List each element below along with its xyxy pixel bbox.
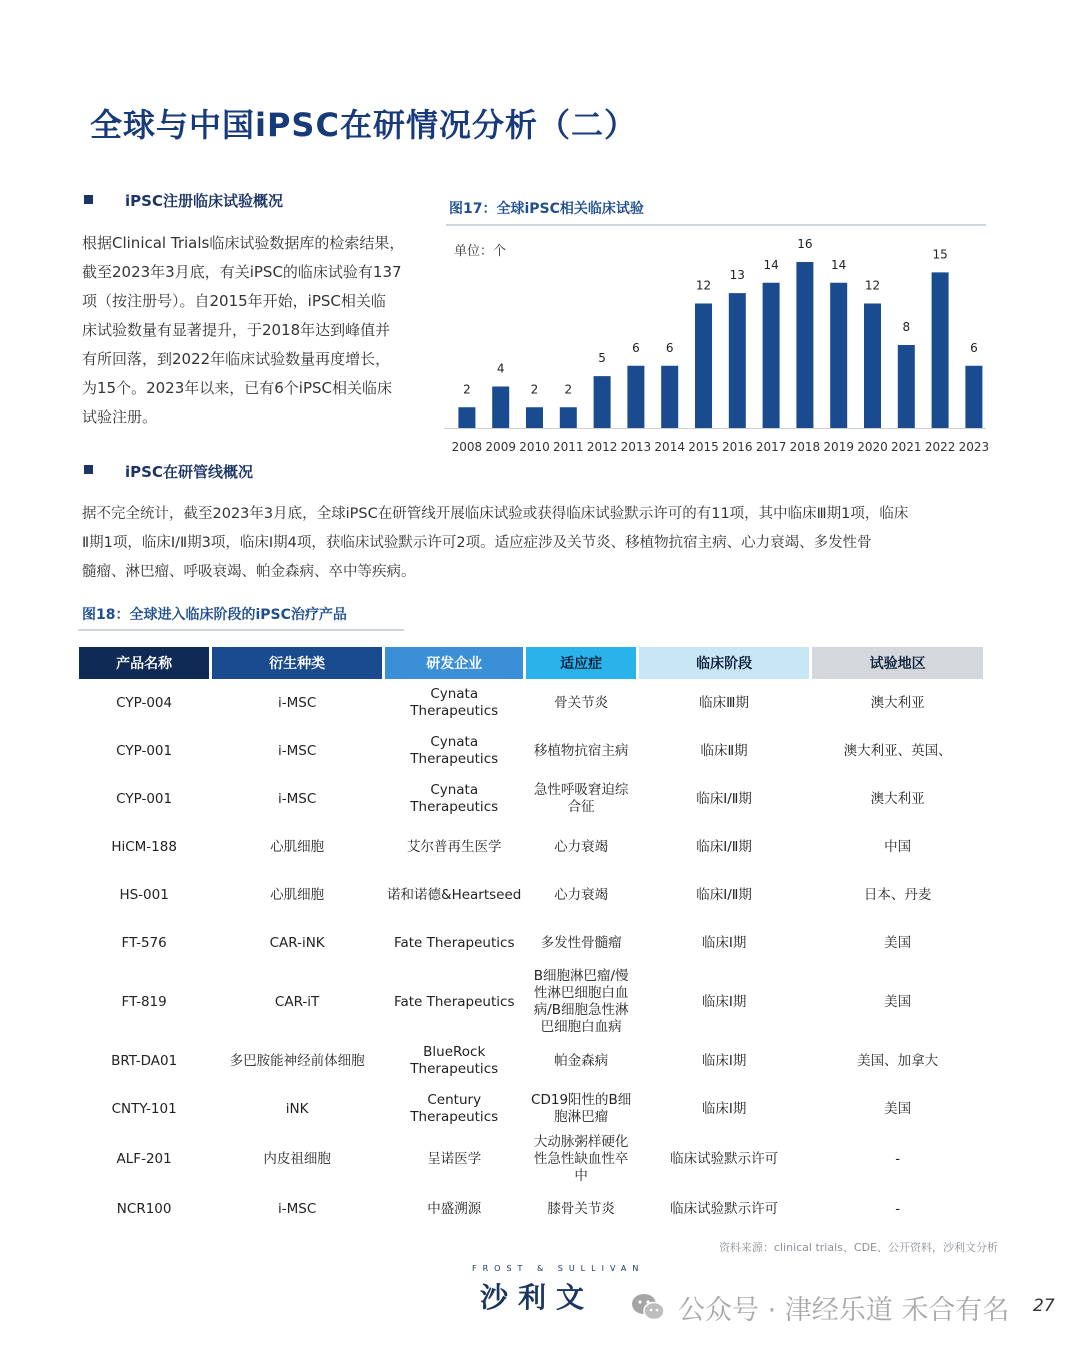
table-row — [79, 679, 983, 727]
table-cell: 日本、丹麦 — [863, 886, 932, 903]
data-label-2008: 2 — [463, 382, 471, 397]
data-label-2011: 2 — [564, 382, 573, 397]
tick-label-2014: 2014 — [654, 440, 685, 454]
tick-label-2021: 2021 — [891, 440, 922, 454]
paragraph-line: 根据Clinical Trials临床试验数据库的检索结果， — [82, 234, 405, 252]
bar-2016 — [729, 293, 746, 428]
logo: 沙利文 — [480, 1281, 595, 1314]
bar-chart — [440, 230, 990, 465]
data-label-2019: 14 — [831, 257, 847, 272]
data-label-2010: 2 — [530, 382, 539, 397]
tick-label-2018: 2018 — [789, 440, 821, 454]
section-bullet — [84, 465, 93, 474]
table-cell: 心肌细胞 — [270, 886, 325, 903]
section-bullet — [84, 195, 93, 204]
bar-2010 — [526, 407, 543, 428]
paragraph-line: 项（按注册号）。自2015年开始，iPSC相关临 — [82, 292, 386, 310]
tick-label-2022: 2022 — [924, 440, 956, 454]
table-cell: Fate Therapeutics — [393, 993, 515, 1010]
data-label-2009: 4 — [496, 361, 505, 376]
products-table — [76, 647, 986, 1233]
table-cell: Cynata Therapeutics — [410, 734, 499, 767]
bar-2020 — [864, 304, 881, 429]
paragraph-line: 据不完全统计，截至2023年3月底，全球iPSC在研管线开展临床试验或获得临床试验默示许可的有11项，其中临床Ⅲ期1项，临床 — [82, 506, 909, 522]
paragraph-line: 为15个。2023年以来，已有6个iPSC相关临床 — [82, 379, 393, 397]
table-cell: NCR100 — [116, 1200, 172, 1217]
table-cell: BRT-DA01 — [111, 1052, 178, 1069]
table-cell: 美国 — [884, 993, 912, 1010]
table-cell: 临床Ⅰ期 — [701, 993, 747, 1010]
bar-2021 — [898, 345, 915, 428]
table-cell: CNTY-101 — [111, 1100, 177, 1117]
page-number: 27 — [1033, 1296, 1055, 1316]
bar-2013 — [627, 366, 644, 428]
table-cell: CAR-iNK — [269, 934, 325, 951]
table-cell: 临床Ⅱ期 — [700, 742, 748, 759]
tick-label-2012: 2012 — [586, 440, 618, 454]
bar-2009 — [492, 387, 509, 429]
column-header: 衍生种类 — [212, 647, 382, 679]
table-cell: i-MSC — [277, 790, 317, 807]
column-header: 产品名称 — [79, 647, 209, 679]
table-cell: Cynata Therapeutics — [410, 686, 499, 719]
table-cell: 澳大利亚、英国、 — [843, 742, 952, 759]
bar-2018 — [796, 262, 813, 428]
table-cell: iNK — [285, 1100, 309, 1117]
bar-2008 — [458, 407, 475, 428]
table-cell: 骨关节炎 — [554, 694, 609, 711]
section1-paragraph — [82, 229, 427, 432]
data-label-2015: 12 — [695, 278, 712, 293]
table-row — [79, 1085, 983, 1133]
page-title: 全球与中国iPSC在研情况分析（二） — [90, 106, 637, 144]
tick-label-2008: 2008 — [451, 440, 483, 454]
bar-2019 — [830, 283, 847, 428]
table-cell: CD19阳性的B细胞淋巴瘤 — [531, 1092, 632, 1125]
bar-2023 — [965, 366, 982, 428]
table-cell: 急性呼吸窘迫综合征 — [533, 782, 629, 815]
table-cell: 心力衰竭 — [554, 886, 609, 903]
table-cell: 临床Ⅰ期 — [701, 1100, 747, 1117]
paragraph-line: 有所回落，到2022年临床试验数量再度增长， — [82, 350, 391, 368]
data-label-2017: 14 — [763, 257, 779, 272]
section2-paragraph — [82, 500, 1012, 587]
table-cell: 美国 — [884, 1100, 912, 1117]
data-label-2018: 16 — [797, 237, 813, 251]
bar-2022 — [932, 272, 949, 428]
tick-label-2019: 2019 — [823, 440, 854, 454]
tick-label-2015: 2015 — [688, 440, 719, 454]
data-label-2020: 12 — [864, 278, 881, 293]
chart-unit-label: 单位：个 — [454, 244, 507, 259]
paragraph-line: 床试验数量有显著提升，于2018年达到峰值并 — [82, 321, 391, 339]
column-header: 适应症 — [526, 647, 635, 679]
wechat-icon — [630, 1292, 666, 1322]
figure17-rule — [446, 224, 986, 226]
table-cell: ALF-201 — [116, 1150, 172, 1167]
table-row — [79, 871, 983, 919]
table-cell: 临床试验默示许可 — [670, 1200, 779, 1217]
table-cell: i-MSC — [277, 742, 317, 759]
tick-label-2016: 2016 — [722, 440, 753, 454]
table-cell: CYP-004 — [116, 694, 173, 711]
table-cell: CAR-iT — [274, 993, 320, 1010]
tick-label-2017: 2017 — [755, 440, 787, 454]
table-cell: 呈诺医学 — [427, 1150, 482, 1167]
paragraph-line: 髓瘤、淋巴瘤、呼吸衰竭、帕金森病、卒中等疾病。 — [82, 564, 416, 580]
table-row — [79, 1037, 983, 1085]
table-cell: Cynata Therapeutics — [410, 782, 499, 815]
column-header: 临床阶段 — [639, 647, 809, 679]
paragraph-line: Ⅱ期1项，临床Ⅰ/Ⅱ期3项，临床Ⅰ期4项，获临床试验默示许可2项。适应症涉及关节炎、移植物抗宿主病、心力衰竭、多发性骨 — [82, 535, 872, 551]
column-header: 试验地区 — [812, 647, 983, 679]
figure18-rule — [78, 629, 404, 631]
table-cell: 大动脉粥样硬化性急性缺血性卒中 — [533, 1133, 629, 1184]
table-cell: 临床Ⅰ/Ⅱ期 — [696, 886, 752, 903]
table-cell: 多发性骨髓瘤 — [540, 934, 622, 951]
bar-2012 — [594, 376, 611, 428]
data-label-2013: 6 — [632, 340, 640, 355]
table-cell: 临床Ⅰ/Ⅱ期 — [696, 790, 752, 807]
table-cell: - — [895, 1150, 901, 1167]
data-label-2012: 5 — [598, 351, 606, 366]
figure17-title: 图17：全球iPSC相关临床试验 — [449, 201, 644, 217]
table-body — [79, 679, 983, 1233]
tick-label-2020: 2020 — [857, 440, 888, 454]
table-cell: 中国 — [884, 838, 912, 855]
data-label-2022: 15 — [932, 247, 948, 262]
column-header: 研发企业 — [385, 647, 524, 679]
table-cell: 移植物抗宿主病 — [533, 742, 629, 759]
bar-2011 — [560, 407, 577, 428]
table-cell: 内皮祖细胞 — [263, 1150, 331, 1167]
table-cell: 临床Ⅲ期 — [699, 694, 749, 711]
logo-subtitle: FROST & SULLIVAN — [472, 1264, 645, 1273]
section2-heading: iPSC在研管线概况 — [125, 463, 253, 481]
table-cell: FT-576 — [121, 934, 167, 951]
data-label-2014: 6 — [665, 340, 674, 355]
bar-2015 — [695, 304, 712, 429]
table-cell: 澳大利亚 — [870, 694, 925, 711]
table-row — [79, 919, 983, 967]
table-cell: 中盛溯源 — [427, 1200, 482, 1217]
table-cell: HiCM-188 — [111, 838, 177, 855]
table-cell: B细胞淋巴瘤/慢性淋巴细胞白血病/B细胞急性淋巴细胞白血病 — [533, 968, 629, 1035]
table-cell: 诺和诺德&Heartseed — [387, 886, 522, 903]
table-cell: Century Therapeutics — [410, 1092, 499, 1125]
table-row — [79, 1133, 983, 1185]
table-cell: 临床Ⅰ期 — [701, 1052, 747, 1069]
table-cell: i-MSC — [277, 1200, 317, 1217]
figure18-title: 图18：全球进入临床阶段的iPSC治疗产品 — [82, 607, 347, 623]
table-cell: BlueRock Therapeutics — [410, 1044, 499, 1077]
table-cell: 多巴胺能神经前体细胞 — [229, 1052, 365, 1069]
table-cell: CYP-001 — [116, 742, 173, 759]
bar-2014 — [661, 366, 678, 428]
table-cell: i-MSC — [277, 694, 317, 711]
table-cell: 美国 — [884, 934, 912, 951]
source-note: 资料来源：clinical trials、CDE、公开资料，沙利文分析 — [718, 1241, 998, 1254]
table-cell: 帕金森病 — [554, 1052, 609, 1069]
data-label-2023: 6 — [970, 340, 978, 355]
table-row — [79, 967, 983, 1037]
watermark: 公众号 · 津经乐道 禾合有名 — [678, 1295, 1010, 1326]
table-cell: 心力衰竭 — [554, 838, 609, 855]
table-cell: 澳大利亚 — [870, 790, 925, 807]
table-cell: 临床Ⅰ/Ⅱ期 — [696, 838, 752, 855]
paragraph-line: 试验注册。 — [82, 408, 158, 426]
tick-label-2009: 2009 — [485, 440, 516, 454]
table-cell: 膝骨关节炎 — [547, 1200, 615, 1217]
table-cell: HS-001 — [119, 886, 169, 903]
paragraph-line: 截至2023年3月底，有关iPSC的临床试验有137 — [82, 263, 402, 281]
table-cell: 美国、加拿大 — [857, 1052, 939, 1069]
tick-label-2010: 2010 — [519, 440, 550, 454]
tick-label-2023: 2023 — [958, 440, 990, 454]
data-label-2016: 13 — [729, 268, 745, 283]
table-cell: - — [895, 1200, 901, 1217]
bar-2017 — [763, 283, 780, 428]
data-label-2021: 8 — [902, 320, 911, 334]
table-cell: 心肌细胞 — [270, 838, 325, 855]
table-cell: 临床Ⅰ期 — [701, 934, 747, 951]
table-cell: FT-819 — [121, 993, 167, 1010]
table-row — [79, 823, 983, 871]
tick-label-2011: 2011 — [553, 440, 584, 454]
table-header-row — [79, 647, 983, 679]
table-row — [79, 775, 983, 823]
table-cell: Fate Therapeutics — [393, 934, 515, 951]
table-row — [79, 727, 983, 775]
table-cell: 艾尔普再生医学 — [406, 838, 502, 855]
section1-heading: iPSC注册临床试验概况 — [125, 192, 283, 210]
tick-label-2013: 2013 — [620, 440, 652, 454]
table-cell: 临床试验默示许可 — [670, 1150, 779, 1167]
table-cell: CYP-001 — [116, 790, 173, 807]
table-row — [79, 1185, 983, 1233]
